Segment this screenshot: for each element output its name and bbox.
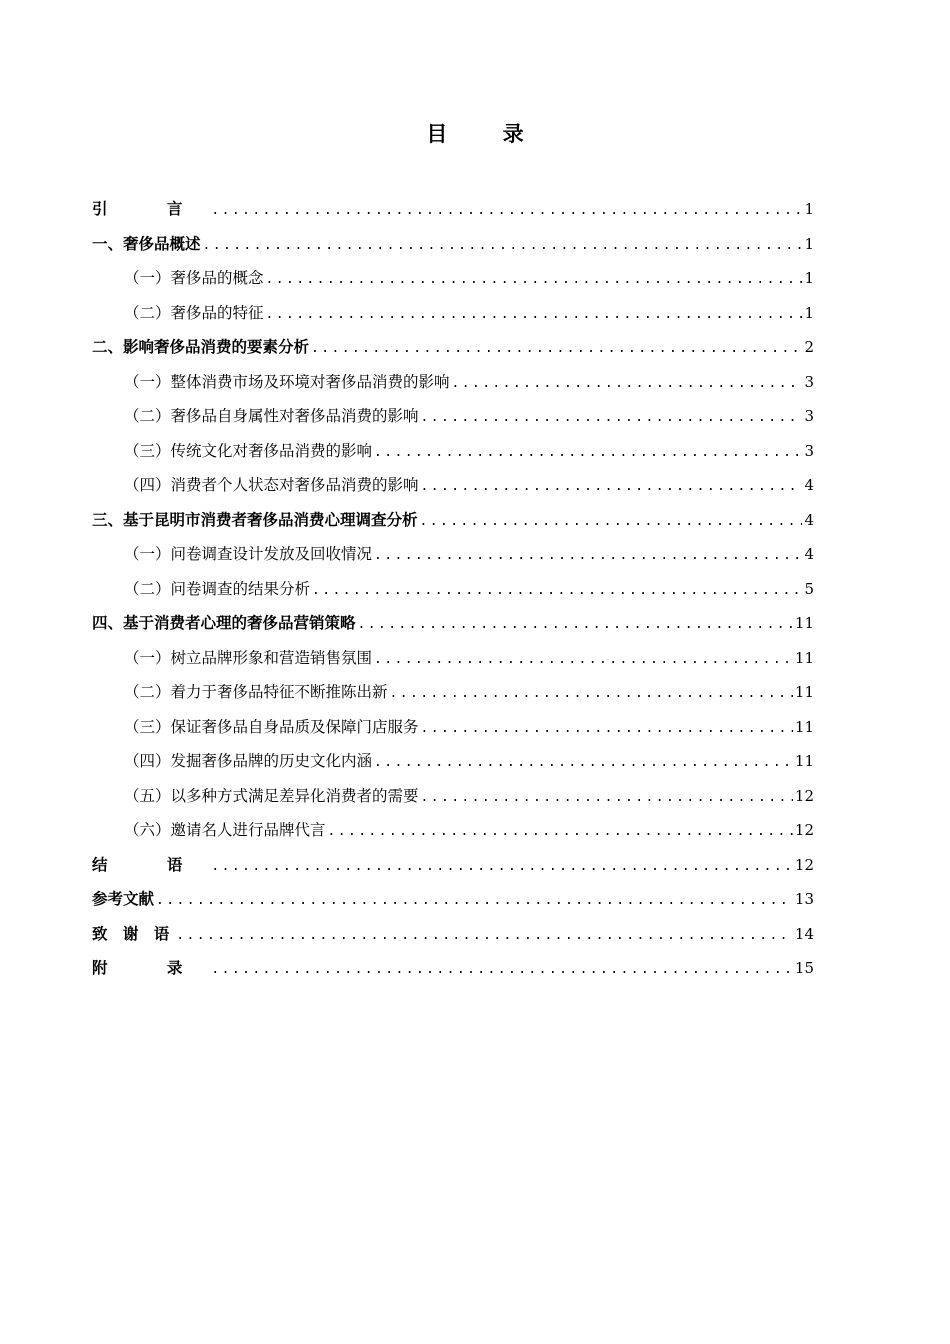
toc-page-number: 1: [804, 269, 814, 287]
dot-leader: [421, 401, 803, 436]
toc-entry-label: 附 录: [92, 959, 210, 977]
toc-page-number: 4: [804, 510, 814, 529]
dot-leader: [328, 815, 793, 850]
toc-page-number: 3: [804, 441, 814, 460]
toc-entry-chapter-3[interactable]: [92, 503, 814, 538]
toc-entry-chapter-1[interactable]: [92, 227, 814, 262]
toc-entry-label: （三）保证奢侈品自身品质及保障门店服务: [124, 717, 419, 736]
toc-page-number: 12: [794, 786, 814, 805]
dot-leader: [156, 884, 793, 919]
dot-leader: [421, 470, 803, 505]
dot-leader: [312, 574, 802, 609]
toc-entry-label: 一、奢侈品概述: [92, 234, 201, 253]
toc-entry-section-2-1[interactable]: [92, 365, 814, 400]
toc-entry-label: （二）着力于奢侈品特征不断推陈出新: [124, 683, 388, 701]
toc-page-number: 11: [794, 683, 814, 701]
toc-page-number: 11: [794, 648, 814, 667]
toc-entry-conclusion[interactable]: [92, 848, 814, 883]
toc-entry-label: 结 语: [92, 855, 210, 874]
toc-entry-label: （四）消费者个人状态对奢侈品消费的影响: [124, 476, 419, 494]
toc-entry-label: （一）整体消费市场及环境对奢侈品消费的影响: [124, 372, 450, 391]
toc-page-number: 13: [794, 890, 814, 908]
dot-leader: [420, 505, 803, 540]
toc-page-number: 15: [794, 959, 814, 977]
toc-page-number: 12: [794, 821, 814, 839]
toc-page-number: 12: [794, 855, 814, 874]
dot-leader: [374, 539, 802, 574]
dot-leader: [421, 712, 793, 747]
toc-entry-section-4-4[interactable]: [92, 744, 814, 779]
toc-entry-label: （二）奢侈品的特征: [124, 303, 264, 322]
toc-entry-label: （一）奢侈品的概念: [124, 269, 264, 287]
toc-page-number: 1: [804, 303, 814, 322]
dot-leader: [203, 229, 803, 264]
dot-leader: [266, 263, 803, 298]
toc-entry-label: （六）邀请名人进行品牌代言: [124, 821, 326, 839]
dot-leader: [211, 850, 793, 885]
toc-page-number: 4: [804, 476, 814, 494]
toc-entry-label: （一）问卷调查设计发放及回收情况: [124, 545, 373, 563]
toc-page-number: 2: [804, 338, 814, 356]
toc-entry-label: （二）问卷调查的结果分析: [124, 579, 311, 598]
dot-leader: [452, 367, 803, 402]
dot-leader: [421, 781, 793, 816]
toc-entry-appendix[interactable]: [92, 951, 814, 986]
toc-entry-section-2-2[interactable]: [92, 399, 814, 434]
toc-page-number: 11: [794, 614, 814, 632]
toc-page-number: 3: [804, 372, 814, 391]
dot-leader: [374, 436, 802, 471]
dot-leader: [266, 298, 803, 333]
toc-entry-section-4-3[interactable]: [92, 710, 814, 745]
toc-entry-section-2-3[interactable]: [92, 434, 814, 469]
toc-entry-chapter-2[interactable]: [92, 330, 814, 365]
toc-page-number: 11: [794, 717, 814, 736]
toc-entry-label: （二）奢侈品自身属性对奢侈品消费的影响: [124, 407, 419, 425]
toc-entry-section-1-2[interactable]: [92, 296, 814, 331]
toc-page-number: 5: [804, 579, 814, 598]
toc-page-number: 14: [794, 924, 814, 943]
toc-entry-section-3-2[interactable]: [92, 572, 814, 607]
dot-leader: [176, 919, 793, 954]
toc-entry-section-2-4[interactable]: [92, 468, 814, 503]
toc-entry-label: （四）发掘奢侈品牌的历史文化内涵: [124, 752, 373, 770]
toc-entry-label: 参考文献: [92, 890, 155, 908]
toc-entry-label: （三）传统文化对奢侈品消费的影响: [124, 441, 373, 460]
dot-leader: [211, 953, 793, 988]
toc-entry-section-4-2[interactable]: [92, 675, 814, 710]
toc-page-number: 11: [794, 752, 814, 770]
toc-entry-chapter-4[interactable]: [92, 606, 814, 641]
toc-entry-introduction[interactable]: [92, 192, 814, 227]
toc-entry-label: （五）以多种方式满足差异化消费者的需要: [124, 786, 419, 805]
page-title: 目 录: [426, 122, 548, 146]
toc-entry-section-4-6[interactable]: [92, 813, 814, 848]
toc-page-number: 3: [804, 407, 814, 425]
toc-entry-section-3-1[interactable]: [92, 537, 814, 572]
toc-page-number: 1: [804, 234, 814, 253]
dot-leader: [390, 677, 793, 712]
toc-entry-label: 二、影响奢侈品消费的要素分析: [92, 338, 310, 356]
toc-entry-section-1-1[interactable]: [92, 261, 814, 296]
toc-page-number: 4: [804, 545, 814, 563]
dot-leader: [311, 332, 802, 367]
toc-entry-section-4-1[interactable]: [92, 641, 814, 676]
toc-entry-label: 四、基于消费者心理的奢侈品营销策略: [92, 614, 356, 632]
toc-entry-label: （一）树立品牌形象和营造销售氛围: [124, 648, 373, 667]
dot-leader: [374, 746, 793, 781]
table-of-contents: [92, 192, 814, 986]
toc-entry-label: 三、基于昆明市消费者奢侈品消费心理调查分析: [92, 510, 418, 529]
toc-entry-references[interactable]: [92, 882, 814, 917]
toc-entry-label: 引 言: [92, 200, 210, 218]
toc-page-number: 1: [804, 200, 814, 218]
toc-entry-label: 致 谢 语: [92, 924, 175, 943]
dot-leader: [374, 643, 793, 678]
dot-leader: [358, 608, 793, 643]
toc-entry-section-4-5[interactable]: [92, 779, 814, 814]
toc-entry-acknowledgements[interactable]: [92, 917, 814, 952]
dot-leader: [211, 194, 802, 229]
